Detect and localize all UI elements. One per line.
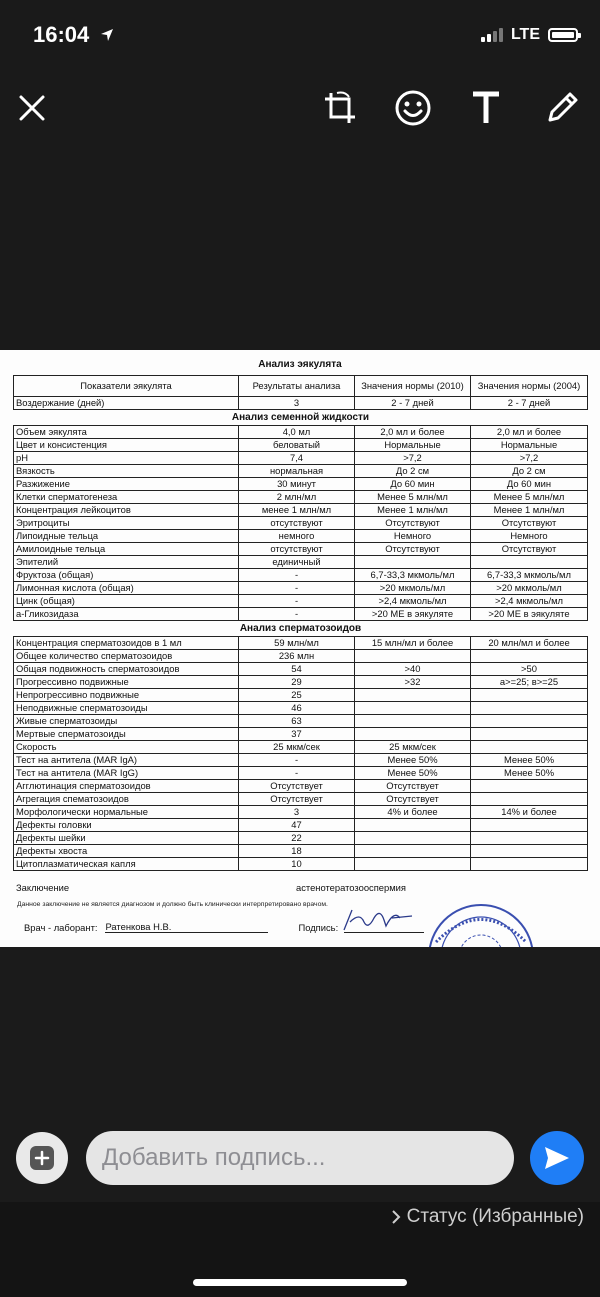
table-cell: нормальная (239, 465, 355, 478)
table-cell: - (239, 754, 355, 767)
table-row (14, 556, 588, 569)
table-row (14, 452, 588, 465)
table-cell: 4,0 мл (239, 426, 355, 439)
table-cell: 25 (239, 689, 355, 702)
table-cell: >2,4 мкмоль/мл (471, 595, 588, 608)
conclusion-value: астенотератозооспермия (296, 882, 406, 893)
table-cell (355, 556, 471, 569)
text-t-icon (470, 91, 502, 125)
status-recipients-label: Статус (Избранные) (406, 1206, 584, 1227)
table-cell: До 60 мин (355, 478, 471, 491)
status-recipients-link[interactable] (391, 1206, 584, 1228)
handwritten-signature (340, 904, 430, 934)
close-icon (17, 93, 47, 123)
location-arrow-icon (100, 28, 114, 42)
table-cell (471, 650, 588, 663)
doctor-label: Врач - лаборант: (24, 922, 98, 933)
table-cell: Отсутствует (239, 780, 355, 793)
table-cell: Менее 5 млн/мл (471, 491, 588, 504)
table-cell: 25 мкм/сек (239, 741, 355, 754)
table-cell: 236 млн (239, 650, 355, 663)
battery-icon (548, 28, 578, 42)
table-cell: Дефекты головки (14, 819, 239, 832)
table-cell: 2,0 мл и более (355, 426, 471, 439)
stamp-seal-icon (426, 902, 536, 947)
table-cell: Мертвые сперматозоиды (14, 728, 239, 741)
table-cell: 2,0 мл и более (471, 426, 588, 439)
table-cell: >7,2 (471, 452, 588, 465)
table-cell: 2 млн/мл (239, 491, 355, 504)
table-cell: 46 (239, 702, 355, 715)
table-cell: 25 мкм/сек (355, 741, 471, 754)
pencil-icon (544, 90, 580, 126)
table-cell: До 2 см (355, 465, 471, 478)
table-cell: Цвет и консистенция (14, 439, 239, 452)
table-cell (471, 702, 588, 715)
table-row (14, 439, 588, 452)
table-cell: До 60 мин (471, 478, 588, 491)
table-cell: Эпителий (14, 556, 239, 569)
table-cell: Менее 50% (355, 754, 471, 767)
table-cell: Эритроциты (14, 517, 239, 530)
table-cell: Концентрация лейкоцитов (14, 504, 239, 517)
home-indicator[interactable] (193, 1279, 407, 1286)
table-cell (471, 556, 588, 569)
table-cell: >20 мкмоль/мл (471, 582, 588, 595)
table-cell: единичный (239, 556, 355, 569)
table-row (14, 397, 588, 410)
table-cell: а>=25; в>=25 (471, 676, 588, 689)
table-cell (355, 819, 471, 832)
table-cell: Лимонная кислота (общая) (14, 582, 239, 595)
sticker-button[interactable] (391, 86, 435, 130)
table-cell: Значения нормы (2010) (355, 376, 471, 397)
table-cell (471, 780, 588, 793)
section-title: Анализ сперматозоидов (239, 622, 362, 634)
table-header-row (14, 376, 588, 397)
table-cell: Воздержание (дней) (14, 397, 239, 410)
table-row (14, 543, 588, 556)
table-row (14, 793, 588, 806)
conclusion-label: Заключение (16, 882, 70, 893)
add-media-button[interactable] (16, 1132, 68, 1184)
table-row (14, 465, 588, 478)
table-cell: немного (239, 530, 355, 543)
table-cell: - (239, 595, 355, 608)
table-row (14, 845, 588, 858)
table-cell: Амилоидные тельца (14, 543, 239, 556)
table-cell: Дефекты хвоста (14, 845, 239, 858)
table-cell: Агглютинация сперматозоидов (14, 780, 239, 793)
table-cell: Липоидные тельца (14, 530, 239, 543)
table-row (14, 767, 588, 780)
table-cell: Дефекты шейки (14, 832, 239, 845)
table-cell: >7,2 (355, 452, 471, 465)
table-row (14, 650, 588, 663)
table-cell: 3 (239, 397, 355, 410)
table-cell: Неподвижные сперматозоиды (14, 702, 239, 715)
section-title-row (14, 621, 588, 637)
table-cell: 29 (239, 676, 355, 689)
table-cell (355, 728, 471, 741)
add-media-icon (28, 1144, 56, 1172)
table-cell: Тест на антитела (MAR IgG) (14, 767, 239, 780)
chevron-right-icon (391, 1209, 401, 1225)
table-cell: Отсутствуют (355, 517, 471, 530)
table-cell (471, 858, 588, 871)
table-cell: >20 мкмоль/мл (355, 582, 471, 595)
table-row (14, 728, 588, 741)
crop-rotate-icon (321, 89, 359, 127)
disclaimer-text: Данное заключение не является диагнозом и должно быть клинически интерпретировано врачом. (17, 901, 328, 908)
table-cell (355, 650, 471, 663)
table-cell: 6,7-33,3 мкмоль/мл (471, 569, 588, 582)
table-cell: Агрегация спематозоидов (14, 793, 239, 806)
table-cell: >32 (355, 676, 471, 689)
table-row (14, 715, 588, 728)
network-label: LTE (510, 26, 540, 43)
table-cell: 7,4 (239, 452, 355, 465)
table-cell: >40 (355, 663, 471, 676)
table-cell (471, 793, 588, 806)
table-row (14, 676, 588, 689)
table-cell: Менее 50% (471, 767, 588, 780)
table-cell: Морфологически нормальные (14, 806, 239, 819)
table-cell: Разжижение (14, 478, 239, 491)
table-cell (355, 858, 471, 871)
table-cell: Общая подвижность сперматозоидов (14, 663, 239, 676)
table-cell: >2,4 мкмоль/мл (355, 595, 471, 608)
table-cell: Менее 1 млн/мл (355, 504, 471, 517)
table-cell: Скорость (14, 741, 239, 754)
table-row (14, 504, 588, 517)
table-cell: Немного (355, 530, 471, 543)
table-cell: Менее 50% (471, 754, 588, 767)
table-cell: 10 (239, 858, 355, 871)
table-cell: Непрогрессивно подвижные (14, 689, 239, 702)
table-cell: 63 (239, 715, 355, 728)
table-row (14, 608, 588, 621)
table-cell: Нормальные (471, 439, 588, 452)
table-cell: 2 - 7 дней (355, 397, 471, 410)
top-dark-area (0, 0, 600, 350)
table-cell: Отсутствует (355, 793, 471, 806)
table-row (14, 858, 588, 871)
table-cell: отсутствуют (239, 517, 355, 530)
close-button[interactable] (10, 86, 54, 130)
table-cell: Прогрессивно подвижные (14, 676, 239, 689)
status-right (481, 26, 578, 44)
table-cell (471, 819, 588, 832)
table-row (14, 780, 588, 793)
table-cell: 47 (239, 819, 355, 832)
table-cell: Цинк (общая) (14, 595, 239, 608)
crop-rotate-button[interactable] (318, 86, 362, 130)
table-cell: >50 (471, 663, 588, 676)
table-cell: отсутствуют (239, 543, 355, 556)
table-cell: - (239, 569, 355, 582)
table-cell (471, 832, 588, 845)
draw-button[interactable] (540, 86, 584, 130)
table-cell: >20 МЕ в эякуляте (355, 608, 471, 621)
send-icon (543, 1145, 571, 1171)
table-cell: а-Гликозидаза (14, 608, 239, 621)
table-cell: Клетки сперматогенеза (14, 491, 239, 504)
table-cell: Тест на антитела (MAR IgA) (14, 754, 239, 767)
table-cell: Отсутствует (239, 793, 355, 806)
signature-line (344, 918, 424, 933)
table-cell: Значения нормы (2004) (471, 376, 588, 397)
table-cell: Менее 1 млн/мл (471, 504, 588, 517)
table-row (14, 741, 588, 754)
table-cell: >20 МЕ в эякуляте (471, 608, 588, 621)
table-cell: Отсутствуют (471, 543, 588, 556)
caption-input[interactable]: Добавить подпись... (86, 1131, 514, 1185)
table-row (14, 689, 588, 702)
table-cell: 37 (239, 728, 355, 741)
status-time: 16:04 (33, 22, 90, 47)
table-cell: Немного (471, 530, 588, 543)
signature-row (24, 918, 424, 933)
text-tool-button[interactable] (464, 86, 508, 130)
doctor-name: Ратенкова Н.В. (105, 921, 268, 933)
table-cell: Менее 5 млн/мл (355, 491, 471, 504)
table-cell: Общее количество сперматозоидов (14, 650, 239, 663)
table-row (14, 569, 588, 582)
table-cell: Отсутствуют (355, 543, 471, 556)
table-cell (355, 702, 471, 715)
table-row (14, 478, 588, 491)
table-cell: 15 млн/мл и более (355, 637, 471, 650)
table-cell: 3 (239, 806, 355, 819)
table-row (14, 663, 588, 676)
table-cell (355, 689, 471, 702)
table-row (14, 637, 588, 650)
table-cell: Концентрация сперматозоидов в 1 мл (14, 637, 239, 650)
table-cell: - (239, 582, 355, 595)
table-cell: Вязкость (14, 465, 239, 478)
report-table (13, 375, 588, 871)
table-row (14, 806, 588, 819)
table-row (14, 517, 588, 530)
table-row (14, 491, 588, 504)
table-cell (355, 832, 471, 845)
table-cell (355, 715, 471, 728)
document-photo[interactable] (0, 350, 600, 947)
table-cell: Живые сперматозоиды (14, 715, 239, 728)
table-row (14, 832, 588, 845)
table-row (14, 819, 588, 832)
table-row (14, 426, 588, 439)
table-cell: 4% и более (355, 806, 471, 819)
document-title: Анализ эякулята (258, 359, 342, 370)
send-button[interactable] (530, 1131, 584, 1185)
table-cell: 54 (239, 663, 355, 676)
table-cell: 59 млн/мл (239, 637, 355, 650)
table-cell: 14% и более (471, 806, 588, 819)
section-title-row (14, 410, 588, 426)
table-cell: 6,7-33,3 мкмоль/мл (355, 569, 471, 582)
table-cell: Отсутствует (355, 780, 471, 793)
table-cell: - (239, 608, 355, 621)
table-cell: Фруктоза (общая) (14, 569, 239, 582)
table-cell: Показатели эякулята (14, 376, 239, 397)
table-row (14, 754, 588, 767)
table-cell: 2 - 7 дней (471, 397, 588, 410)
table-cell (471, 741, 588, 754)
table-cell: До 2 см (471, 465, 588, 478)
signal-icon (481, 28, 503, 42)
table-cell: Объем эякулята (14, 426, 239, 439)
table-cell: менее 1 млн/мл (239, 504, 355, 517)
table-cell (355, 845, 471, 858)
section-title: Анализ семенной жидкости (231, 411, 370, 423)
table-row (14, 582, 588, 595)
signature-label: Подпись: (298, 922, 339, 933)
table-cell: Менее 50% (355, 767, 471, 780)
table-cell: 30 минут (239, 478, 355, 491)
table-cell: - (239, 767, 355, 780)
smiley-icon (394, 89, 432, 127)
table-cell: 20 млн/мл и более (471, 637, 588, 650)
table-cell: Цитоплазматическая капля (14, 858, 239, 871)
table-cell: 22 (239, 832, 355, 845)
table-cell: Нормальные (355, 439, 471, 452)
table-cell: Результаты анализа (239, 376, 355, 397)
table-cell: pH (14, 452, 239, 465)
table-cell: Отсутствуют (471, 517, 588, 530)
table-cell (471, 715, 588, 728)
table-cell (471, 845, 588, 858)
table-cell (471, 728, 588, 741)
table-row (14, 595, 588, 608)
table-cell (471, 689, 588, 702)
table-cell: беловатый (239, 439, 355, 452)
table-row (14, 702, 588, 715)
table-cell: 18 (239, 845, 355, 858)
table-row (14, 530, 588, 543)
